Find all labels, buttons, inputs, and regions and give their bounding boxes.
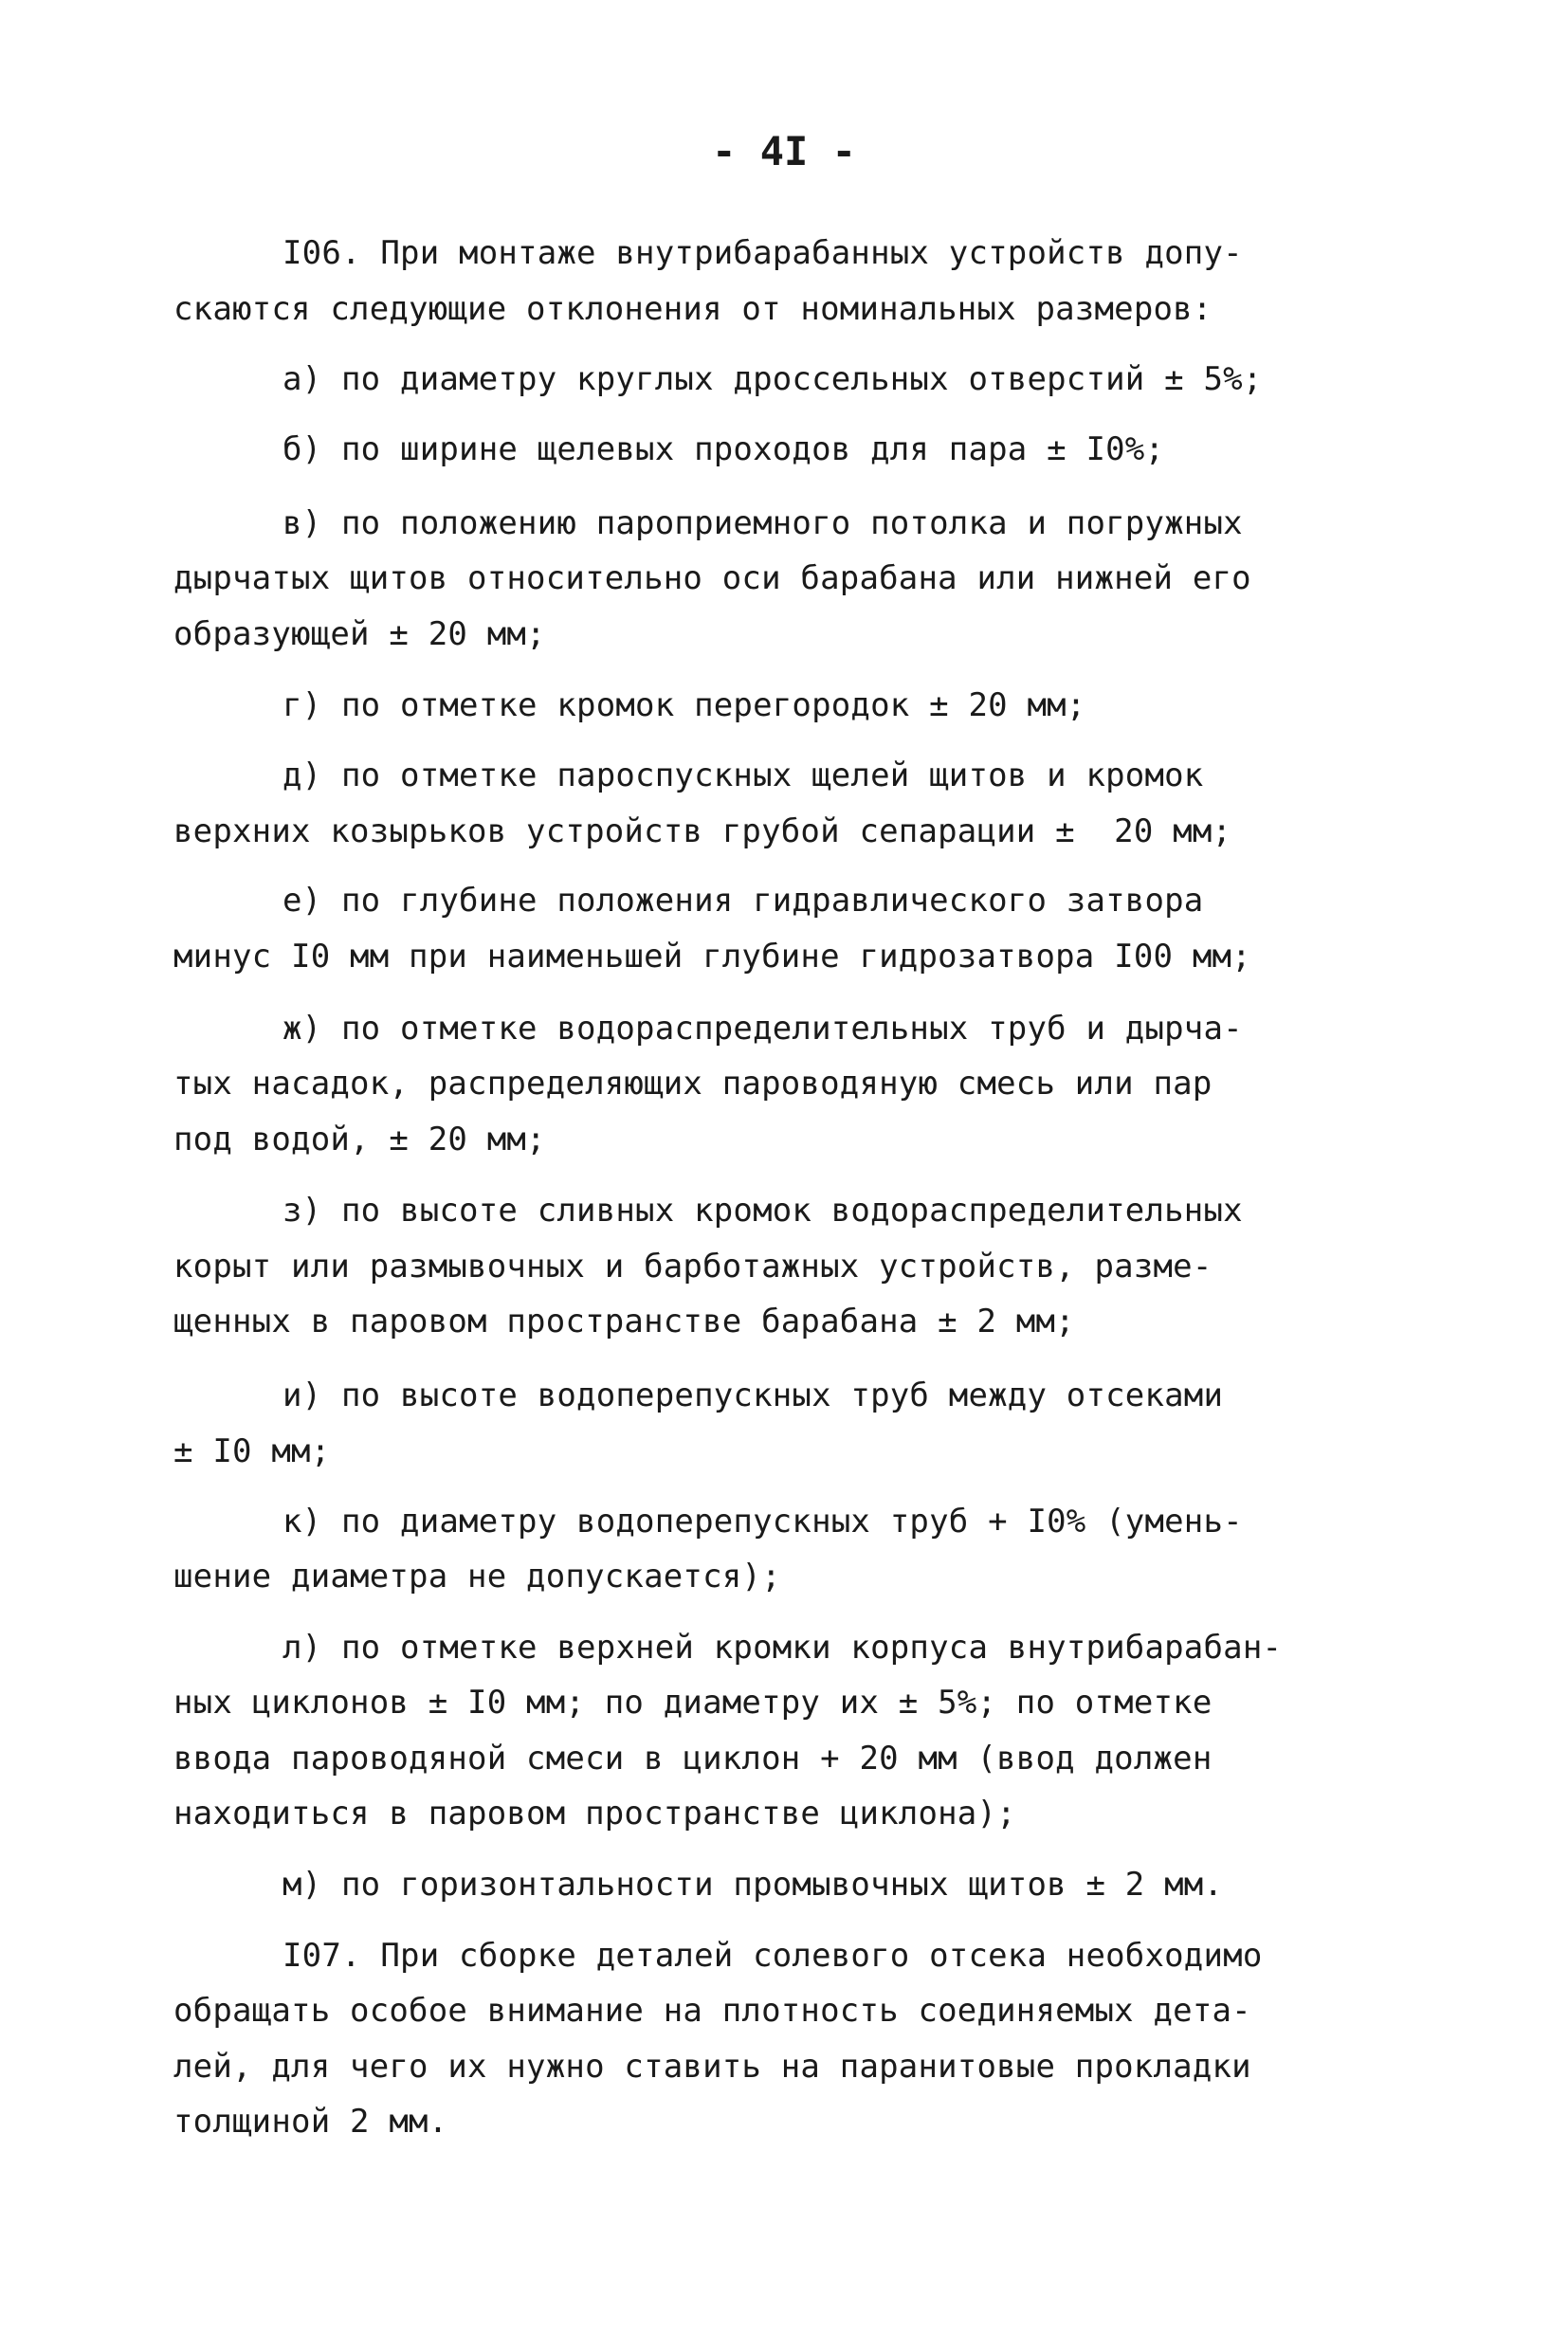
- text-line: и) по высоте водоперепускных труб между отсеками: [283, 1377, 1224, 1414]
- text-line: под водой, ± 20 мм;: [173, 1121, 546, 1158]
- text-line: шение диаметра не допускается);: [173, 1558, 781, 1595]
- text-line: е) по глубине положения гидравлического затвора: [283, 882, 1204, 920]
- text-line: скаются следующие отклонения от номинальных размеров:: [173, 290, 1212, 328]
- text-line: а) по диаметру круглых дроссельных отверстий ± 5%;: [283, 360, 1263, 398]
- text-line: толщиной 2 мм.: [173, 2103, 448, 2141]
- text-line: б) по ширине щелевых проходов для пара ± I0%;: [283, 430, 1165, 468]
- text-line: ± I0 мм;: [173, 1432, 331, 1470]
- text-line: дырчатых щитов относительно оси барабана или нижней его: [173, 559, 1251, 597]
- text-line: д) по отметке пароспускных щелей щитов и кромок: [283, 757, 1204, 794]
- text-line: ввода пароводяной смеси в циклон + 20 мм (ввод должен: [173, 1740, 1212, 1778]
- text-line: тых насадок, распределяющих пароводяную смесь или пар: [173, 1065, 1212, 1103]
- text-line: обращать особое внимание на плотность соединяемых дета-: [173, 1992, 1251, 2030]
- text-line: минус I0 мм при наименьшей глубине гидрозатвора I00 мм;: [173, 938, 1251, 975]
- text-line: корыт или размывочных и барботажных устройств, разме-: [173, 1248, 1212, 1285]
- text-line: к) по диаметру водоперепускных труб + I0% (умень-: [283, 1503, 1243, 1541]
- text-line: верхних козырьков устройств грубой сепарации ± 20 мм;: [173, 812, 1232, 850]
- text-line: л) по отметке верхней кромки корпуса внутрибарабан-: [283, 1629, 1283, 1667]
- text-line: в) по положению пароприемного потолка и погружных: [283, 504, 1243, 542]
- text-line: находиться в паровом пространстве циклона);: [173, 1795, 1016, 1832]
- text-line: з) по высоте сливных кромок водораспределительных: [283, 1192, 1243, 1230]
- text-line: лей, для чего их нужно ставить на паранитовые прокладки: [173, 2048, 1251, 2086]
- text-line: щенных в паровом пространстве барабана ± 2 мм;: [173, 1303, 1075, 1340]
- text-line: м) по горизонтальности промывочных щитов ± 2 мм.: [283, 1866, 1224, 1904]
- text-line: г) по отметке кромок перегородок ± 20 мм;: [283, 686, 1086, 724]
- text-line: ж) по отметке водораспределительных труб и дырча-: [283, 1010, 1243, 1048]
- text-line: I06. При монтаже внутрибарабанных устройств допу-: [283, 234, 1243, 272]
- text-line: образующей ± 20 мм;: [173, 615, 546, 653]
- text-line: I07. При сборке деталей солевого отсека необходимо: [283, 1937, 1263, 1975]
- page-number: - 4I -: [712, 128, 856, 174]
- text-line: ных циклонов ± I0 мм; по диаметру их ± 5%; по отметке: [173, 1684, 1212, 1722]
